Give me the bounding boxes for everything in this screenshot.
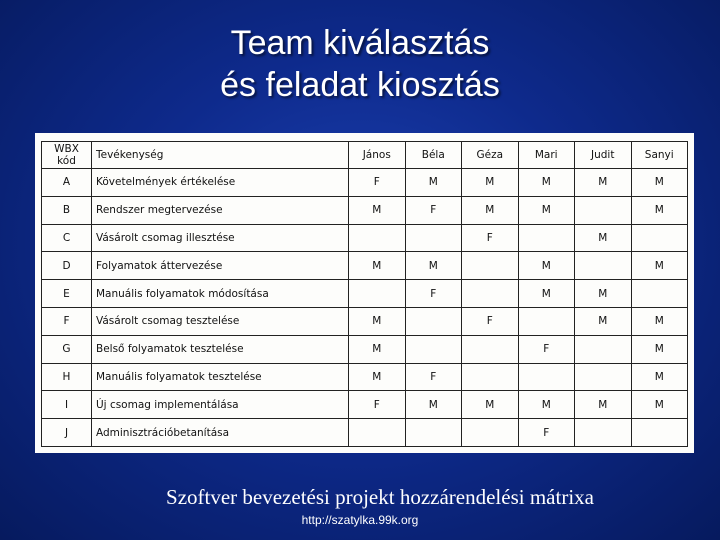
assignment-cell: M bbox=[518, 252, 575, 280]
assignment-cell: M bbox=[631, 196, 688, 224]
table-row bbox=[42, 280, 688, 308]
table-row bbox=[42, 363, 688, 391]
assignment-cell bbox=[631, 280, 688, 308]
assignment-cell: M bbox=[462, 391, 519, 419]
assignment-cell bbox=[575, 252, 632, 280]
header-person: Judit bbox=[575, 142, 632, 169]
header-person: János bbox=[349, 142, 406, 169]
assignment-cell bbox=[405, 224, 462, 252]
assignment-cell bbox=[462, 280, 519, 308]
assignment-cell: M bbox=[631, 252, 688, 280]
assignment-cell: M bbox=[575, 307, 632, 335]
table-row bbox=[42, 307, 688, 335]
source-url: http://szatylka.99k.org bbox=[301, 513, 419, 527]
assignment-cell: F bbox=[405, 280, 462, 308]
assignment-cell bbox=[462, 252, 519, 280]
assignment-cell bbox=[349, 419, 406, 447]
assignment-cell: F bbox=[518, 335, 575, 363]
assignment-cell: M bbox=[349, 252, 406, 280]
assignment-cell: M bbox=[462, 196, 519, 224]
assignment-cell bbox=[462, 335, 519, 363]
activity-cell: Belső folyamatok tesztelése bbox=[92, 335, 349, 363]
slide-title bbox=[0, 22, 720, 106]
assignment-cell: M bbox=[518, 391, 575, 419]
table-row bbox=[42, 335, 688, 363]
assignment-cell: M bbox=[405, 252, 462, 280]
assignment-cell: M bbox=[575, 391, 632, 419]
table-row bbox=[42, 196, 688, 224]
assignment-cell bbox=[462, 419, 519, 447]
assignment-cell: F bbox=[462, 224, 519, 252]
assignment-cell bbox=[631, 419, 688, 447]
assignment-cell: M bbox=[631, 363, 688, 391]
matrix-body bbox=[42, 169, 688, 447]
assignment-cell: M bbox=[518, 280, 575, 308]
wbx-code-cell: D bbox=[42, 252, 92, 280]
slide-caption: Szoftver bevezetési projekt hozzárendelési mátrixa bbox=[166, 485, 594, 509]
header-person: Béla bbox=[405, 142, 462, 169]
assignment-cell: M bbox=[575, 224, 632, 252]
assignment-cell: M bbox=[518, 169, 575, 197]
assignment-cell bbox=[575, 419, 632, 447]
assignment-cell bbox=[405, 335, 462, 363]
matrix-header-row bbox=[42, 142, 688, 169]
wbx-code-cell: F bbox=[42, 307, 92, 335]
assignment-cell: F bbox=[518, 419, 575, 447]
assignment-cell: M bbox=[631, 335, 688, 363]
table-row bbox=[42, 419, 688, 447]
activity-cell: Manuális folyamatok módosítása bbox=[92, 280, 349, 308]
activity-cell: Adminisztrációbetanítása bbox=[92, 419, 349, 447]
assignment-cell bbox=[405, 307, 462, 335]
wbx-code-cell: C bbox=[42, 224, 92, 252]
assignment-cell: M bbox=[631, 307, 688, 335]
assignment-cell: M bbox=[462, 169, 519, 197]
activity-cell: Vásárolt csomag illesztése bbox=[92, 224, 349, 252]
assignment-cell bbox=[462, 363, 519, 391]
wbx-code-cell: H bbox=[42, 363, 92, 391]
wbx-code-cell: E bbox=[42, 280, 92, 308]
assignment-cell: M bbox=[349, 196, 406, 224]
assignment-cell bbox=[349, 224, 406, 252]
assignment-cell: M bbox=[405, 169, 462, 197]
table-row bbox=[42, 169, 688, 197]
assignment-matrix bbox=[41, 141, 688, 447]
assignment-cell bbox=[349, 280, 406, 308]
table-row bbox=[42, 252, 688, 280]
header-wbx-code-line2: kód bbox=[57, 155, 76, 167]
header-wbx-code bbox=[42, 142, 92, 169]
activity-cell: Vásárolt csomag tesztelése bbox=[92, 307, 349, 335]
activity-cell: Új csomag implementálása bbox=[92, 391, 349, 419]
assignment-cell: M bbox=[349, 307, 406, 335]
wbx-code-cell: A bbox=[42, 169, 92, 197]
header-wbx-code-line1: WBX bbox=[54, 143, 79, 155]
assignment-cell bbox=[575, 335, 632, 363]
assignment-cell: M bbox=[349, 363, 406, 391]
assignment-cell: M bbox=[575, 280, 632, 308]
assignment-cell: F bbox=[349, 169, 406, 197]
table-row bbox=[42, 391, 688, 419]
header-person: Géza bbox=[462, 142, 519, 169]
assignment-cell: M bbox=[349, 335, 406, 363]
assignment-cell bbox=[631, 224, 688, 252]
title-line-2: és feladat kiosztás bbox=[220, 66, 500, 104]
header-person: Mari bbox=[518, 142, 575, 169]
assignment-cell bbox=[405, 419, 462, 447]
assignment-cell: M bbox=[631, 391, 688, 419]
assignment-matrix-image bbox=[35, 133, 694, 453]
header-person: Sanyi bbox=[631, 142, 688, 169]
assignment-cell bbox=[518, 363, 575, 391]
wbx-code-cell: G bbox=[42, 335, 92, 363]
activity-cell: Követelmények értékelése bbox=[92, 169, 349, 197]
assignment-cell: M bbox=[631, 169, 688, 197]
assignment-cell bbox=[518, 224, 575, 252]
activity-cell: Manuális folyamatok tesztelése bbox=[92, 363, 349, 391]
assignment-cell: M bbox=[518, 196, 575, 224]
assignment-cell: F bbox=[405, 196, 462, 224]
assignment-cell bbox=[575, 363, 632, 391]
wbx-code-cell: B bbox=[42, 196, 92, 224]
header-activity: Tevékenység bbox=[92, 142, 349, 169]
wbx-code-cell: I bbox=[42, 391, 92, 419]
activity-cell: Folyamatok áttervezése bbox=[92, 252, 349, 280]
assignment-cell: F bbox=[462, 307, 519, 335]
assignment-cell: M bbox=[575, 169, 632, 197]
table-row bbox=[42, 224, 688, 252]
activity-cell: Rendszer megtervezése bbox=[92, 196, 349, 224]
assignment-cell bbox=[518, 307, 575, 335]
assignment-cell: F bbox=[349, 391, 406, 419]
wbx-code-cell: J bbox=[42, 419, 92, 447]
assignment-cell bbox=[575, 196, 632, 224]
title-line-1: Team kiválasztás bbox=[230, 24, 490, 62]
assignment-cell: M bbox=[405, 391, 462, 419]
assignment-cell: F bbox=[405, 363, 462, 391]
